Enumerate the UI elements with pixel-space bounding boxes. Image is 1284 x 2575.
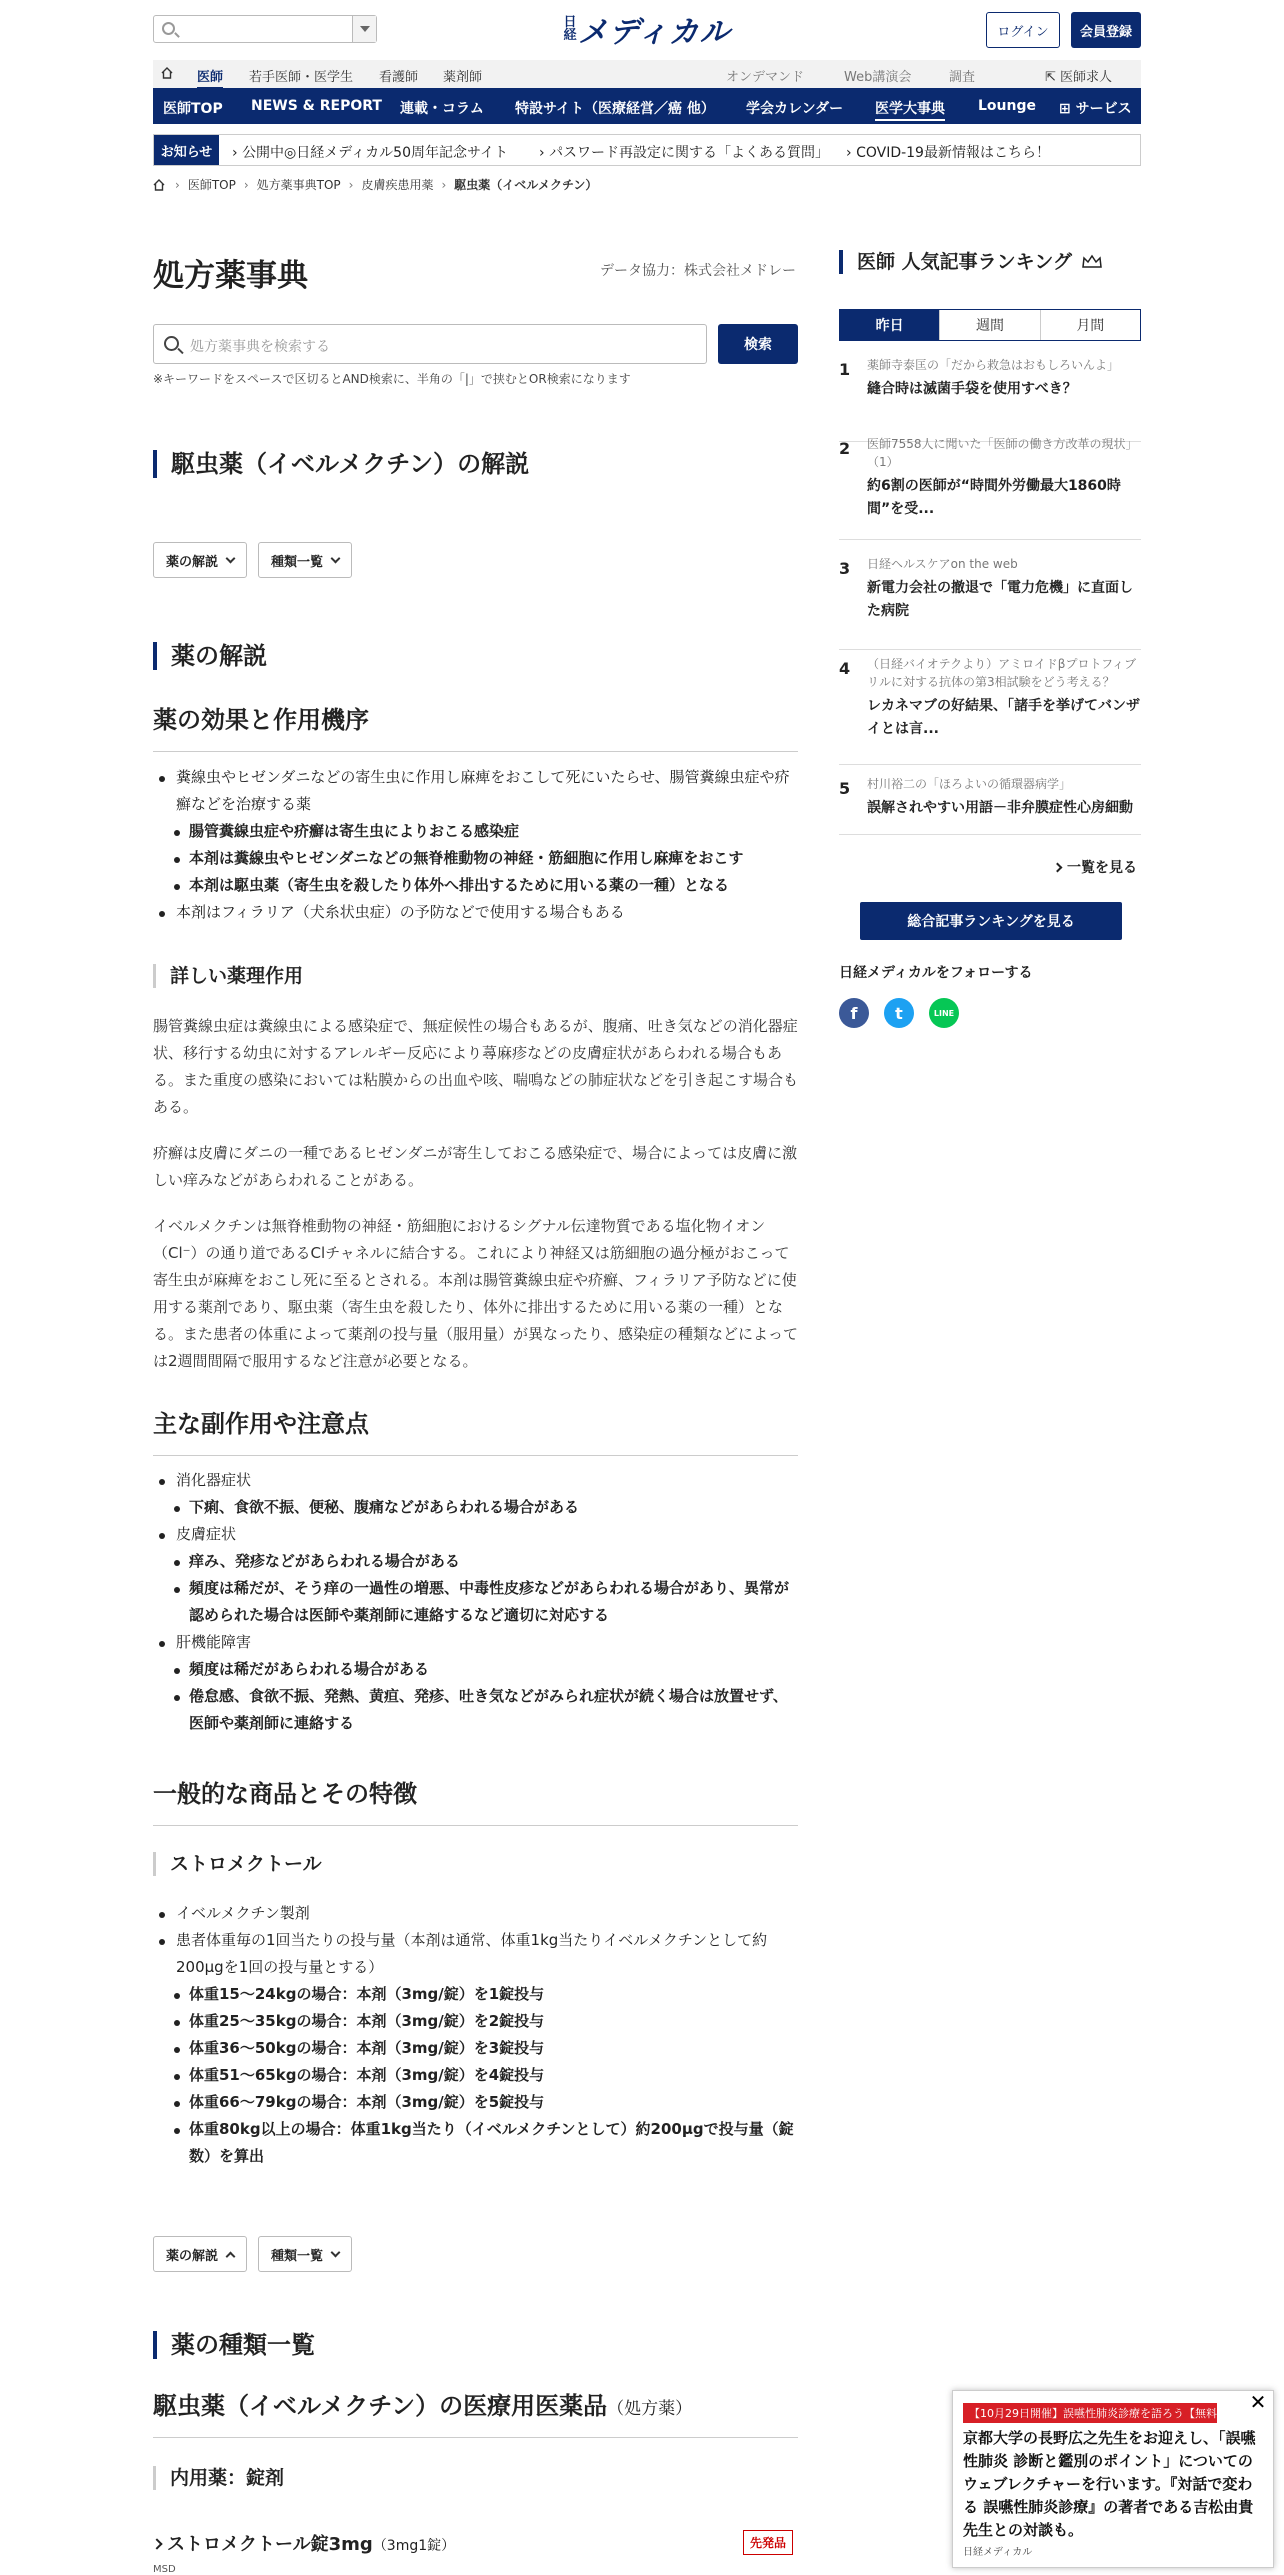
- ranking-item[interactable]: 3 日経ヘルスケアon the web 新電力会社の撤退で「電力危機」に直面した病院: [839, 555, 1141, 650]
- notice-item[interactable]: › COVID-19最新情報はこちら！: [846, 145, 1050, 161]
- breadcrumb-separator: ›: [441, 177, 447, 192]
- list-item: 糞線虫やヒゼンダニなどの寄生虫に作用し麻痺をおこして死にいたらせ、腸管糞線虫症や疥癬などを治療する薬: [153, 764, 798, 818]
- popup-body[interactable]: 京都大学の長野広之先生をお迎えし、「誤嚥性肺炎 診断と鑑別のポイント」についてのウェブレクチャーを行います。『対話で変わる 誤嚥性肺炎診療』の著者である吉松由貴先生との対談も。: [963, 2429, 1256, 2539]
- nav2-service-label: サービス: [1075, 101, 1132, 117]
- list-item: 下痢、食欲不振、便秘、腹痛などがあらわれる場合がある: [153, 1494, 798, 1521]
- section-explain-heading: 薬の解説: [153, 642, 267, 670]
- nav-web-lecture[interactable]: Web講演会: [844, 70, 912, 85]
- drug-search-input[interactable]: [153, 324, 707, 364]
- nav2-service[interactable]: [1059, 98, 1132, 118]
- list-item: 体重25〜35kgの場合：本剤（3mg/錠）を2錠投与: [153, 2008, 798, 2035]
- nav-pharmacist[interactable]: 薬剤師: [443, 70, 483, 85]
- types-heading: 薬の種類一覧: [153, 2331, 315, 2359]
- list-item: 痒み、発疹などがあらわれる場合がある: [153, 1548, 798, 1575]
- nav2-column[interactable]: 連載・コラム: [400, 101, 484, 117]
- home-icon[interactable]: [161, 67, 173, 79]
- list-item: 腸管糞線虫症や疥癬は寄生虫によりおこる感染症: [153, 818, 798, 845]
- popup-tag: 【10月29日開催】誤嚥性肺炎診療を語ろう【無料】: [963, 2403, 1217, 2423]
- detail-paragraph: 腸管糞線虫症は糞線虫による感染症で、無症候性の場合もあるが、腹痛、吐き気などの消化器症状、移行する幼虫に対するアレルギー反応により蕁麻疹などの皮膚症状があらわれる場合もある。また重度の感染においては粘膜からの出血や咳、喘鳴などの肺症状などを引き起こす場合もある。: [153, 1017, 799, 1116]
- ranking-item[interactable]: 5 村川裕二の「ほろよいの循環器病学」 誤解されやすい用語－非弁膜症性心房細動: [839, 775, 1141, 835]
- breadcrumb-separator: ›: [348, 177, 354, 192]
- search-button[interactable]: 検索: [718, 324, 798, 364]
- brand-badge: 先発品: [743, 2530, 793, 2555]
- ranking-item[interactable]: 1 薬師寺泰匡の「だから救急はおもしろいんよ」 縫合時は滅菌手袋を使用すべき？: [839, 356, 1141, 442]
- notice-item[interactable]: › パスワード再設定に関する「よくある質問」: [539, 145, 830, 161]
- effect-heading: 薬の効果と作用機序: [153, 700, 798, 752]
- chevron-up-icon: [226, 2251, 236, 2261]
- list-item: 体重15〜24kgの場合：本剤（3mg/錠）を1錠投与: [153, 1981, 798, 2008]
- nav-job[interactable]: [1045, 66, 1112, 85]
- follow-heading: 日経メディカルをフォローする: [839, 965, 1033, 981]
- nav-young-doctor[interactable]: 若手医師・医学生: [249, 70, 354, 85]
- breadcrumb-item[interactable]: 皮膚疾患用薬: [361, 178, 434, 192]
- all-ranking-button[interactable]: 総合記事ランキングを見る: [860, 902, 1122, 940]
- breadcrumb-item[interactable]: 処方薬事典TOP: [256, 178, 341, 192]
- search-icon: [162, 22, 175, 35]
- ranking-item[interactable]: 4 （日経バイオテクより）アミロイドβプロトフィブリルに対する抗体の第3相試験をどう考える？ レカネマブの好結果、「諸手を挙げてバンザイとは言...: [839, 655, 1141, 765]
- tab-yesterday[interactable]: 昨日: [840, 310, 939, 340]
- header-search-box[interactable]: [153, 15, 377, 43]
- line-icon[interactable]: LINE: [929, 998, 959, 1028]
- home-icon[interactable]: [153, 179, 165, 191]
- list-item: 皮膚症状: [153, 1521, 798, 1548]
- product-item-name[interactable]: ストロメクトール錠3mg（3mg1錠）: [153, 2530, 455, 2556]
- toggle-explain-bottom[interactable]: 薬の解説: [153, 2236, 247, 2272]
- product-list: [153, 1900, 798, 2170]
- nav2-news[interactable]: NEWS & REPORT: [251, 98, 382, 114]
- grid-icon: ⊞: [1059, 101, 1076, 117]
- main-nav: [153, 88, 1141, 124]
- logo-big-text: メディカル: [578, 15, 731, 50]
- logo-small-text: 日経: [563, 15, 577, 43]
- detail-paragraph: 疥癬は皮膚にダニの一種であるヒゼンダニが寄生しておこる感染症で、場合によっては皮膚に激しい痒みなどがあらわれることがある。: [153, 1144, 798, 1189]
- crown-icon: [1082, 255, 1102, 269]
- detail-heading: 詳しい薬理作用: [153, 964, 303, 988]
- chevron-down-icon: [331, 2247, 341, 2257]
- nav-ondemand[interactable]: オンデマンド: [726, 70, 805, 85]
- breadcrumb-separator: ›: [175, 177, 180, 192]
- breadcrumb-item[interactable]: 医師TOP: [187, 178, 236, 192]
- list-item: 頻度は稀だがあらわれる場合がある: [153, 1656, 798, 1683]
- nav2-doctor-top[interactable]: 医師TOP: [163, 101, 223, 117]
- list-item: 体重66〜79kgの場合：本剤（3mg/錠）を5錠投与: [153, 2089, 798, 2116]
- list-item: 患者体重毎の1回当たりの投与量（本剤は通常、体重1kg当たりイベルメクチンとして約200μgを1回の投与量とする）: [153, 1927, 798, 1981]
- toggle-explain[interactable]: 薬の解説: [153, 542, 247, 578]
- chevron-down-icon[interactable]: [352, 16, 376, 42]
- notice-bar: [153, 134, 1141, 166]
- top-nav: [153, 60, 1141, 88]
- popup-source: 日経メディカル: [963, 2547, 1033, 2558]
- chevron-right-icon: [1053, 862, 1063, 872]
- search-note: ※キーワードをスペースで区切るとAND検索に、半角の「|」で挟むとOR検索になります: [153, 372, 631, 386]
- nav-doctor[interactable]: 医師: [197, 66, 223, 89]
- list-item: イベルメクチン製剤: [153, 1900, 798, 1927]
- detail-paragraph: イベルメクチンは無脊椎動物の神経・筋細胞におけるシグナル伝達物質である塩化物イオン（Cl⁻）の通り道であるClチャネルに結合する。これにより神経又は筋細胞の過分極がおこって寄生虫が麻痺をおこし死に至るとされる。本剤は腸管糞線虫症や疥癬、フィラリア予防などに使用する薬剤であり、駆虫薬（寄生虫を殺したり、体外に排出するために用いる薬の一種）となる。また患者の体重によって薬剤の投与量（服用量）が異なったり、感染症の種類などによっては2週間間隔で服用するなど注意が必要となる。: [153, 1217, 799, 1370]
- facebook-icon[interactable]: f: [839, 998, 869, 1028]
- list-item: 本剤はフィラリア（犬糸状虫症）の予防などで使用する場合もある: [153, 899, 798, 926]
- chevron-down-icon: [226, 553, 236, 563]
- list-item: 体重51〜65kgの場合：本剤（3mg/錠）を4錠投与: [153, 2062, 798, 2089]
- effect-list: [153, 764, 798, 926]
- search-icon: [164, 336, 179, 351]
- tab-weekly[interactable]: 週間: [939, 310, 1039, 340]
- twitter-icon[interactable]: t: [884, 998, 914, 1028]
- nav-job-label: 医師求人: [1060, 70, 1113, 85]
- breadcrumb-current: 駆虫薬（イベルメクチン）: [454, 178, 598, 192]
- nav-survey[interactable]: 調査: [949, 70, 976, 85]
- toggle-types[interactable]: 種類一覧: [258, 542, 352, 578]
- site-logo[interactable]: [562, 12, 731, 50]
- search-placeholder: 処方薬事典を検索する: [190, 339, 330, 355]
- side-effect-list: [153, 1467, 798, 1737]
- list-item: 肝機能障害: [153, 1629, 798, 1656]
- nav2-encyclopedia[interactable]: 医学大事典: [875, 98, 945, 121]
- list-item: 体重36〜50kgの場合：本剤（3mg/錠）を3錠投与: [153, 2035, 798, 2062]
- ranking-item[interactable]: 2 医師7558人に聞いた「医師の働き方改革の現状」（1） 約6割の医師が“時間外労働最大1860時間”を受...: [839, 435, 1141, 540]
- breadcrumb-separator: ›: [243, 177, 249, 192]
- chevron-right-icon: [151, 2538, 162, 2549]
- breadcrumb: [153, 176, 603, 193]
- nav-nurse[interactable]: 看護師: [379, 70, 419, 85]
- nav2-lounge[interactable]: Lounge: [978, 98, 1036, 114]
- list-item: 体重80kg以上の場合：体重1kg当たり（イベルメクチンとして）約200μgで投与量（錠数）を算出: [153, 2116, 798, 2170]
- product-heading: 一般的な商品とその特徴: [153, 1774, 798, 1826]
- list-item: 倦怠感、食欲不振、発熱、黄疸、発疹、吐き気などがみられ症状が続く場合は放置せず、医師や薬剤師に連絡する: [153, 1683, 798, 1737]
- ranking-more-link[interactable]: 一覧を見る: [1054, 857, 1137, 877]
- product-name: ストロメクトール: [153, 1852, 322, 1876]
- list-item: 本剤は駆虫薬（寄生虫を殺したり体外へ排出するために用いる薬の一種）となる: [153, 872, 798, 899]
- types-subheading: 駆虫薬（イベルメクチン）の医療用医薬品（処方薬）: [153, 2386, 798, 2438]
- toggle-types-bottom[interactable]: 種類一覧: [258, 2236, 352, 2272]
- list-item: 頻度は稀だが、そう痒の一過性の増悪、中毒性皮疹などがあらわれる場合があり、異常が認められた場合は医師や薬剤師に連絡するなど適切に対応する: [153, 1575, 798, 1629]
- login-button[interactable]: ログイン: [986, 12, 1060, 48]
- drug-heading: 駆虫薬（イベルメクチン）の解説: [153, 450, 529, 478]
- chevron-down-icon: [331, 553, 341, 563]
- seminar-popup[interactable]: [952, 2390, 1274, 2568]
- side-effect-heading: 主な副作用や注意点: [153, 1404, 798, 1456]
- external-link-icon: ⇱: [1045, 70, 1061, 85]
- ranking-title: 医師 人気記事ランキング: [839, 250, 1102, 274]
- ranking-tabs: [839, 309, 1141, 341]
- tab-monthly[interactable]: 月間: [1040, 310, 1140, 340]
- page-title: 処方薬事典: [153, 258, 308, 294]
- close-icon[interactable]: ✕: [1249, 2390, 1267, 2414]
- form-heading: 内用薬：錠剤: [153, 2466, 284, 2490]
- nav2-calendar[interactable]: 学会カレンダー: [746, 101, 844, 117]
- notice-label: お知らせ: [154, 135, 219, 165]
- product-maker: MSD: [153, 2564, 176, 2575]
- nav2-special[interactable]: 特設サイト（医療経営／癌 他）: [515, 101, 715, 117]
- register-button[interactable]: 会員登録: [1071, 12, 1141, 48]
- notice-item[interactable]: › 公開中◎日経メディカル50周年記念サイト: [232, 145, 508, 161]
- list-item: 消化器症状: [153, 1467, 798, 1494]
- list-item: 本剤は糞線虫やヒゼンダニなどの無脊椎動物の神経・筋細胞に作用し麻痺をおこす: [153, 845, 798, 872]
- data-credit: データ協力：株式会社メドレー: [600, 263, 796, 279]
